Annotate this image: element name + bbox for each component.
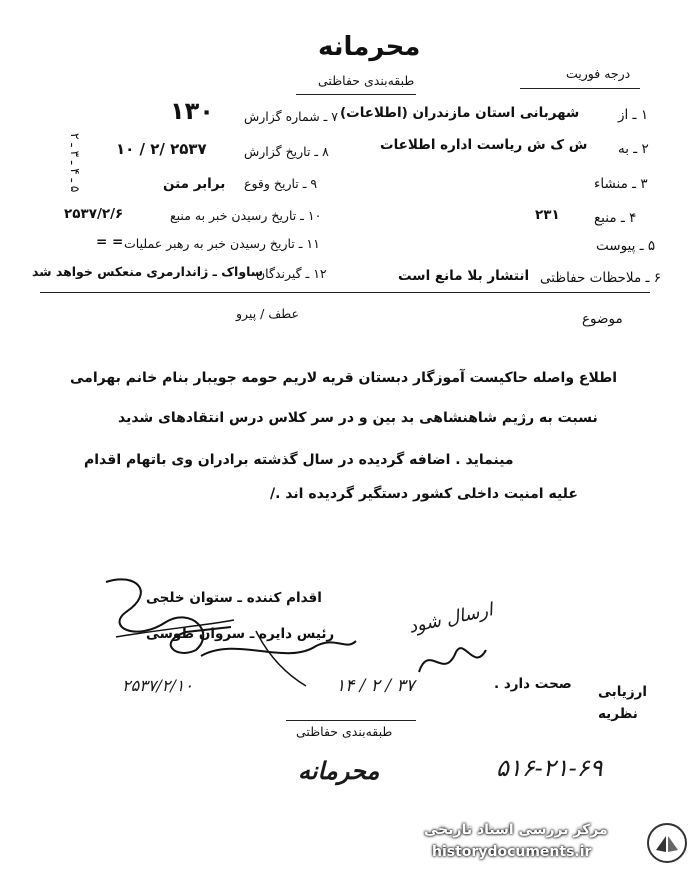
body-line-2: نسبت به رژیم شاهنشاهی بد بین و در سر کلاس درس انتقادهای شدید	[118, 410, 598, 426]
document-title-bottom: محرمانه	[298, 756, 380, 785]
fields-separator	[40, 292, 650, 293]
department-chief: رئیس دایره ـ سروان طوسی	[146, 626, 335, 642]
report-date-label: ۸ ـ تاریخ گزارش	[244, 144, 329, 159]
origin-label: ۳ ـ منشاء	[594, 176, 648, 192]
archive-number: ۵۱۶-۲۱-۶۹	[496, 754, 603, 782]
action-by: اقدام کننده ـ ستوان خلجی	[146, 590, 322, 606]
priority-label: درجه فوریت	[566, 66, 631, 81]
priority-underline	[520, 88, 640, 89]
signature-scribble-middle	[196, 626, 366, 696]
to-label: ۲ ـ به	[618, 141, 649, 157]
body-line-3: مینماید . اضافه گردیده در سال گذشته برادران وی باتهام اقدام	[84, 452, 514, 468]
leader-date-label: ۱۱ ـ تاریخ رسیدن خبر به رهبر عملیات	[124, 236, 320, 251]
handwritten-date: ۱۴ / ۲ / ۳۷	[336, 676, 415, 696]
from-value: شهربانی استان مازندران (اطلاعات)	[340, 105, 580, 121]
event-date-label: ۹ ـ تاریخ وقوع	[244, 176, 318, 191]
body-line-4: علیه امنیت داخلی کشور دستگیر گردیده اند ./	[270, 486, 578, 502]
security-label: ۶ ـ ملاحظات حفاظتی	[540, 270, 661, 286]
report-date-value: ۱۰ / ۲/ ۲۵۳۷	[116, 140, 207, 158]
recipients-label: ۱۲ ـ گیرندگان	[256, 266, 327, 281]
receive-date-value: ۲۵۳۷/۲/۶	[64, 206, 124, 222]
security-value: انتشار بلا مانع است	[398, 268, 530, 284]
source-label: ۴ ـ منبع	[594, 210, 637, 226]
classification-label-top: طبقه‌بندی حفاظتی	[318, 73, 415, 88]
opinion-label: نظریه	[598, 706, 638, 722]
left-date: ۲۵۳۷/۲/۱۰	[122, 676, 193, 695]
watermark	[420, 818, 692, 870]
source-value: ۲۳۱	[535, 207, 560, 223]
book-logo-icon	[646, 822, 688, 864]
attachment-label: ۵ ـ پیوست	[596, 238, 656, 254]
body-line-1: اطلاع واصله حاکیست آموزگار دبستان قریه لاریم حومه جویبار بنام خانم بهرامی	[70, 370, 618, 386]
report-number-value: ۱۳۰	[170, 97, 214, 125]
classification-underline-top	[296, 94, 416, 95]
watermark-site-name: مرکز بررسی اسناد تاریخی	[424, 822, 608, 838]
receive-date-label: ۱۰ ـ تاریخ رسیدن خبر به منبع	[170, 208, 322, 223]
subject-value: عطف / پیرو	[236, 306, 299, 321]
signature-scribble-right	[414, 632, 494, 692]
classification-label-bottom: طبقه‌بندی حفاظتی	[296, 724, 393, 739]
document-title-top: محرمانه	[318, 32, 421, 62]
subject-label: موضوع	[582, 311, 623, 327]
recipients-value: ساواک ـ ژاندارمری منعکس خواهد شد	[32, 264, 264, 279]
handwritten-note: ارسال شود	[406, 599, 495, 638]
to-value: ش ک ش ریاست اداره اطلاعات	[380, 137, 588, 153]
classification-overline-bottom	[286, 720, 416, 721]
event-date-value: برابر متن	[163, 176, 226, 192]
watermark-url: historydocuments.ir	[432, 844, 592, 860]
from-label: ۱ ـ از	[618, 107, 649, 123]
evaluation-label: ارزیابی	[598, 684, 648, 700]
margin-note: ۵ ـ ۴ ـ ۳ ـ ۲	[68, 132, 82, 192]
report-number-label: ۷ ـ شماره گزارش	[244, 109, 339, 124]
leader-date-value: = =	[96, 234, 124, 250]
evaluation-value: صحت دارد .	[494, 676, 572, 692]
